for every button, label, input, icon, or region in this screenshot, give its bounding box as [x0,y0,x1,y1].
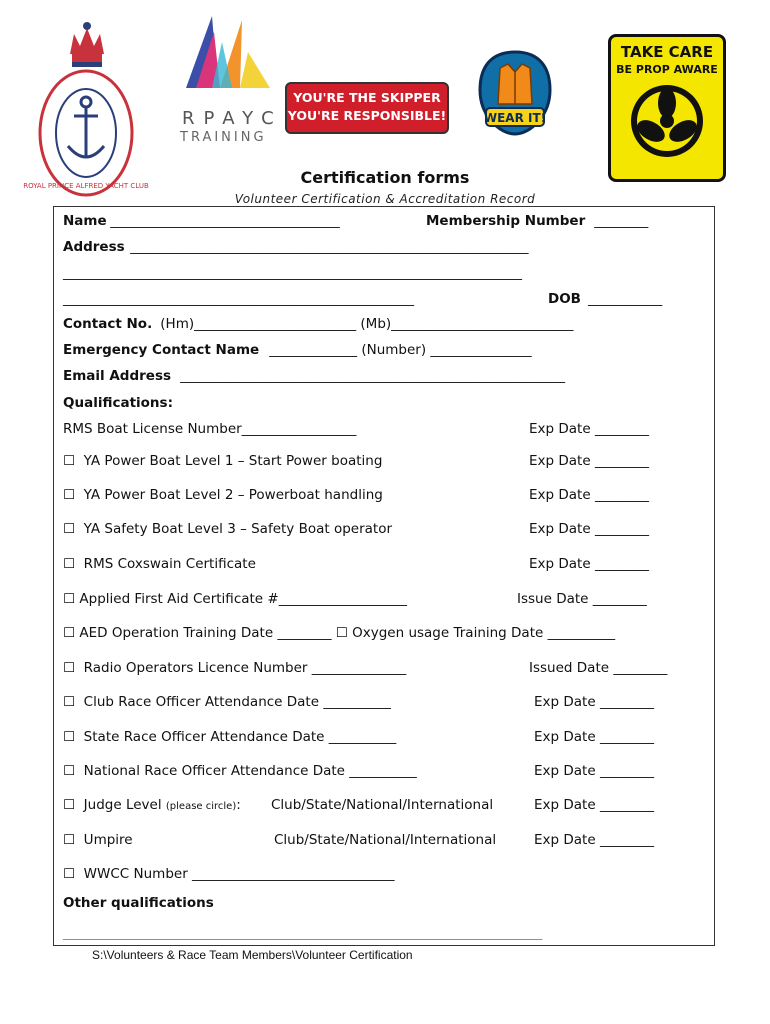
skipper-line1: YOU'RE THE SKIPPER [293,90,441,105]
page-subtitle: Volunteer Certification & Accreditation Record [234,192,536,206]
propeller-icon [629,83,705,159]
other-qualifications-label: Other qualifications [63,895,214,911]
address-field-line3[interactable]: ____________________________________________________ [63,291,414,307]
contact-field[interactable]: (Hm)________________________ (Mb)___________________________ [156,316,574,332]
qual-power-boat-2[interactable]: ☐ YA Power Boat Level 2 – Powerboat handling [63,487,383,503]
qual-first-aid[interactable]: ☐ Applied First Aid Certificate #___________________ [63,591,407,607]
qual-club-race-officer-exp[interactable]: Exp Date ________ [534,694,654,710]
judge-level-options[interactable]: Club/State/National/International [271,797,494,813]
svg-text:ROYAL PRINCE ALFRED YACHT CLUB: ROYAL PRINCE ALFRED YACHT CLUB [23,182,149,190]
judge-level-exp[interactable]: Exp Date ________ [534,797,654,813]
email-label: Email Address [63,368,172,384]
membership-label: Membership Number [426,213,586,229]
qual-wwcc-number[interactable]: ☐ WWCC Number ______________________________ [63,866,395,882]
qual-aed-oxygen[interactable]: ☐ AED Operation Training Date ________ ☐ Oxygen usage Training Date __________ [63,625,616,641]
qualifications-label: Qualifications: [63,395,173,411]
qual-safety-boat-3[interactable]: ☐ YA Safety Boat Level 3 – Safety Boat operator [63,521,393,537]
rpayc-sub: TRAINING [180,130,267,145]
dob-field[interactable]: ___________ [588,291,663,307]
club-seal-logo [23,18,149,193]
prop-line2: BE PROP AWARE [616,63,718,76]
rpayc-training-logo [176,12,283,147]
emergency-contact-label: Emergency Contact Name [63,342,260,358]
qual-power-boat-1-exp[interactable]: Exp Date ________ [529,453,649,469]
judge-level-colon: : [236,797,241,813]
qual-state-race-officer-exp[interactable]: Exp Date ________ [534,729,654,745]
svg-text:WEAR IT!: WEAR IT! [483,111,547,125]
email-field[interactable]: _________________________________________________________ [176,368,566,384]
umpire-exp[interactable]: Exp Date ________ [534,832,654,848]
prop-line1: TAKE CARE [620,43,714,61]
dob-label: DOB [548,291,581,307]
rpayc-name: RPAYC [182,108,283,129]
rms-license-field[interactable]: RMS Boat License Number_________________ [63,421,357,437]
membership-field[interactable]: ________ [590,213,649,229]
qual-radio-licence-issued[interactable]: Issued Date ________ [529,660,668,676]
page-title: Certification forms [300,168,470,187]
skipper-sign [285,82,449,134]
rms-exp-date[interactable]: Exp Date ________ [529,421,649,437]
qual-national-race-officer[interactable]: ☐ National Race Officer Attendance Date __________ [63,763,417,779]
footer-file-path: S:\Volunteers & Race Team Members\Volunteer Certification [92,948,413,962]
address-label: Address [63,239,125,255]
judge-level-label: ☐ Judge Level [63,797,166,813]
wear-it-logo [478,50,552,136]
qual-first-aid-issue[interactable]: Issue Date ________ [517,591,647,607]
crown-icon [70,22,104,67]
address-field[interactable]: ___________________________________________________________ [126,239,529,255]
address-field-line2[interactable]: ____________________________________________________________________ [63,265,522,281]
qual-coxswain-exp[interactable]: Exp Date ________ [529,556,649,572]
name-field[interactable]: __________________________________ [106,213,345,229]
qual-power-boat-1[interactable]: ☐ YA Power Boat Level 1 – Start Power boating [63,453,383,469]
judge-level-hint: (please circle) [165,801,237,812]
qual-national-race-officer-exp[interactable]: Exp Date ________ [534,763,654,779]
qual-state-race-officer[interactable]: ☐ State Race Officer Attendance Date __________ [63,729,397,745]
umpire-options[interactable]: Club/State/National/International [274,832,497,848]
name-label: Name [63,213,107,229]
other-qualifications-field[interactable]: _______________________________________________________________________ [63,925,543,941]
skipper-line2: YOU'RE RESPONSIBLE! [287,108,447,123]
qual-judge-level[interactable] [63,797,241,815]
prop-aware-sign [608,34,726,182]
qual-power-boat-2-exp[interactable]: Exp Date ________ [529,487,649,503]
qual-coxswain[interactable]: ☐ RMS Coxswain Certificate [63,556,256,572]
qual-umpire[interactable]: ☐ Umpire [63,832,133,848]
contact-label: Contact No. [63,316,153,332]
qual-radio-licence[interactable]: ☐ Radio Operators Licence Number ______________ [63,660,407,676]
emergency-contact-field[interactable]: _____________ (Number) _______________ [265,342,532,358]
anchor-icon [68,97,104,158]
qual-club-race-officer[interactable]: ☐ Club Race Officer Attendance Date __________ [63,694,391,710]
qual-safety-boat-3-exp[interactable]: Exp Date ________ [529,521,649,537]
